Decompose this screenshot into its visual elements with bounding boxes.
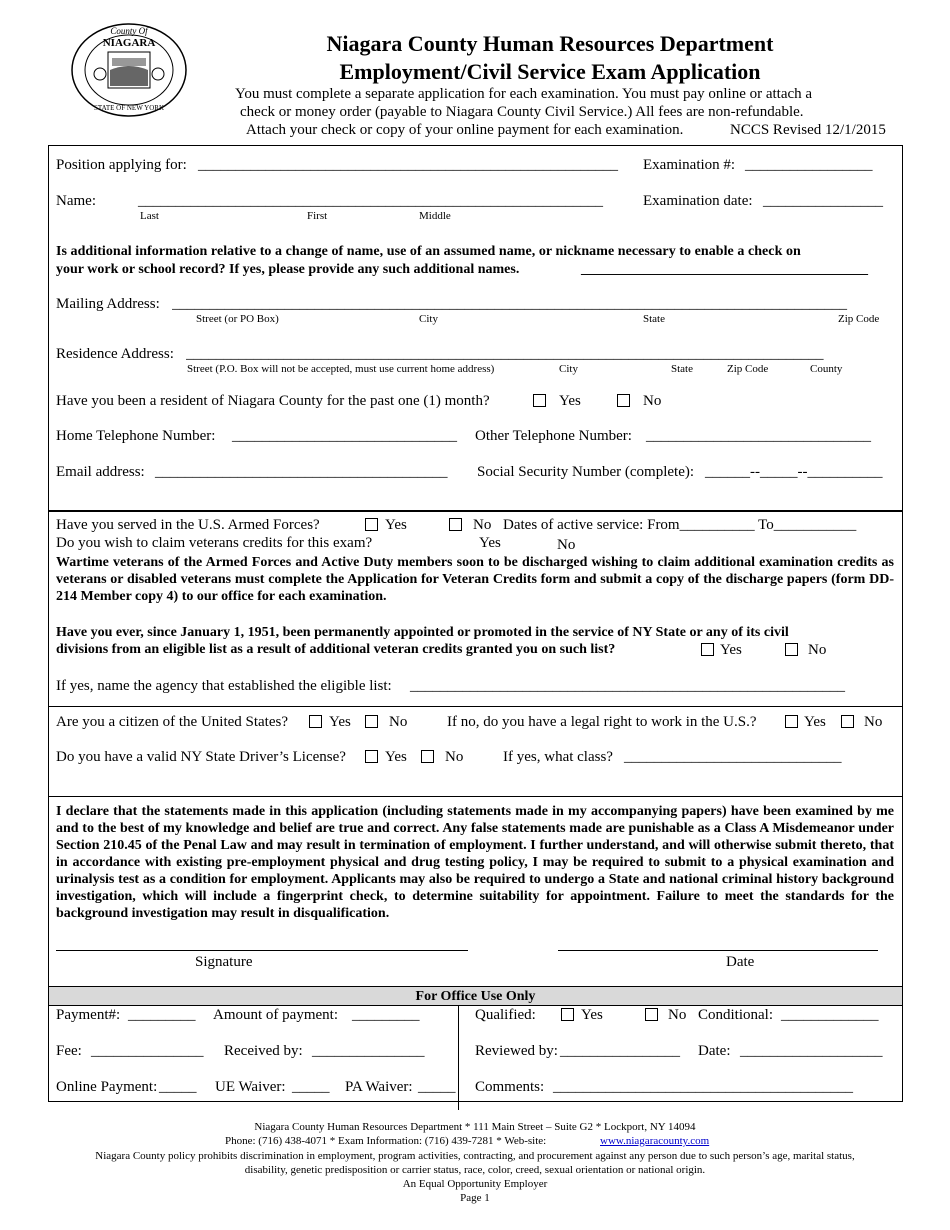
license-no-label: No [445,749,464,765]
name-sublabel-last: Last [140,210,159,222]
conditional-label: Conditional: [698,1007,773,1023]
position-label: Position applying for: [56,157,187,173]
citizen-no-label: No [389,714,408,730]
pa-waiver-label: PA Waiver: [345,1079,413,1095]
date-signed-line[interactable] [558,950,878,951]
other-phone-input[interactable]: ______________________________ [646,428,871,444]
ue-waiver-input[interactable]: _____ [292,1079,330,1095]
reviewed-by-label: Reviewed by: [475,1043,558,1059]
appointed-yes-checkbox[interactable] [701,643,714,656]
exam-date-input[interactable]: ________________ [763,193,883,209]
citizen-yes-checkbox[interactable] [309,715,322,728]
instructions-line-3: Attach your check or copy of your online payment for each examination. [246,122,684,138]
resident-yes-checkbox[interactable] [533,394,546,407]
footer-policy-line-2: disability, genetic predisposition or carrier status, race, color, creed, sexual orientation or national origin. [244,1164,706,1176]
mailing-address-label: Mailing Address: [56,296,160,312]
name-input[interactable]: ______________________________________________________________ [138,193,603,209]
legal-right-question: If no, do you have a legal right to work in the U.S.? [447,714,757,730]
additional-names-question-2: your work or school record? If yes, please provide any such additional names. [56,262,520,277]
pa-waiver-input[interactable]: _____ [418,1079,456,1095]
resident-question: Have you been a resident of Niagara County for the past one (1) month? [56,393,490,409]
resident-yes-label: Yes [559,393,581,409]
legal-right-no-label: No [864,714,883,730]
svg-text:STATE OF NEW YORK: STATE OF NEW YORK [93,104,165,112]
office-date-input[interactable]: ___________________ [740,1043,883,1059]
fee-label: Fee: [56,1043,82,1059]
residence-address-input[interactable]: _____________________________________________________________________________________ [186,346,824,362]
office-column-divider [458,1005,459,1110]
appointed-question-2: divisions from an eligible list as a result of additional veteran credits granted you on such list? [56,642,616,657]
svg-text:NIAGARA: NIAGARA [102,37,156,49]
footer-policy-line-1: Niagara County policy prohibits discrimination in employment, program activities, contracting, and procurement against any person due to such person’s age, marital status, [95,1150,855,1162]
home-phone-label: Home Telephone Number: [56,428,216,444]
revision-note: NCCS Revised 12/1/2015 [730,122,886,138]
citizen-yes-label: Yes [329,714,351,730]
citizen-no-checkbox[interactable] [365,715,378,728]
office-date-label: Date: [698,1043,731,1059]
form-title-application: Employment/Civil Service Exam Application [339,59,761,84]
form-frame [48,145,903,1102]
payment-number-label: Payment#: [56,1007,121,1023]
exam-date-label: Examination date: [643,193,753,209]
resident-no-checkbox[interactable] [617,394,630,407]
armed-forces-no-checkbox[interactable] [449,518,462,531]
online-payment-input[interactable]: _____ [159,1079,197,1095]
veteran-credits-yes-label[interactable]: Yes [479,535,501,551]
fee-input[interactable]: _______________ [91,1043,204,1059]
license-yes-checkbox[interactable] [365,750,378,763]
resident-no-label: No [643,393,662,409]
section-divider [48,796,903,797]
name-label: Name: [56,193,96,209]
appointed-yes-label: Yes [720,642,742,658]
mailing-sublabel-zip: Zip Code [838,313,880,325]
online-payment-label: Online Payment: [56,1079,158,1095]
additional-names-question-1: Is additional information relative to a change of name, use of an assumed name, or nickname necessary to enable a check on [56,244,801,259]
appointed-question-1: Have you ever, since January 1, 1951, been permanently appointed or promoted in the service of NY State or any of its civil [56,625,789,640]
ssn-label: Social Security Number (complete): [477,464,695,480]
mailing-sublabel-city: City [419,313,438,325]
declaration-paragraph: I declare that the statements made in this application (including statements made in my accompanying papers) have been examined by me and to the best of my knowledge and belief are true and correct. Any false statements made are punishable as a Class A Misdemeanor under Section 210.45 of the Penal Law and may result in termination of employment. I further understand, and will otherwise submit thereto, that in accordance with existing pre-employment physical and drug testing policy, I may be required to submit to a physical examination and urinalysis test as a condition for employment. Applicants may also be required to undergo a State and national criminal history background investigation, which will include a fingerprint check, to determine suitability for appointment. Failure to meet the standards for the background investigation may result in disqualification. [56,804,894,921]
form-title-department: Niagara County Human Resources Department [326,31,774,56]
legal-right-yes-label: Yes [804,714,826,730]
legal-right-yes-checkbox[interactable] [785,715,798,728]
footer-eoe: An Equal Opportunity Employer [402,1178,548,1190]
residence-sublabel-state: State [671,363,693,375]
footer-phone: Phone: (716) 438-4071 * Exam Information: (716) 439-7281 * Web-site: [225,1135,547,1147]
county-seal [70,22,188,118]
footer-address: Niagara County Human Resources Department * 111 Main Street – Suite G2 * Lockport, NY 14094 [254,1121,696,1133]
section-divider [48,706,903,707]
reviewed-by-input[interactable]: ________________ [560,1043,680,1059]
appointed-no-checkbox[interactable] [785,643,798,656]
mailing-address-input[interactable]: __________________________________________________________________________________________ [172,296,847,312]
footer-website-link[interactable]: www.niagaracounty.com [600,1135,710,1147]
comments-label: Comments: [475,1079,545,1095]
other-phone-label: Other Telephone Number: [475,428,632,444]
ssn-input[interactable]: ______--_____--__________ [705,464,883,480]
armed-forces-yes-label: Yes [385,517,407,533]
date-signed-label: Date [726,954,755,970]
armed-forces-yes-checkbox[interactable] [365,518,378,531]
ue-waiver-label: UE Waiver: [215,1079,286,1095]
license-class-input[interactable]: _____________________________ [624,749,842,765]
payment-amount-label: Amount of payment: [213,1007,338,1023]
active-service-dates-input[interactable]: Dates of active service: From__________ To___________ [503,517,857,533]
section-divider [48,510,903,512]
instructions-line-1: You must complete a separate application for each examination. You must pay online or attach a [235,86,813,102]
qualified-no-label: No [668,1007,687,1023]
page-number: Page 1 [460,1192,490,1204]
exam-number-input[interactable]: _________________ [745,157,873,173]
veteran-credits-question: Do you wish to claim veterans credits for this exam? [56,535,373,551]
legal-right-no-checkbox[interactable] [841,715,854,728]
received-by-label: Received by: [224,1043,303,1059]
residence-sublabel-city: City [559,363,578,375]
home-phone-input[interactable]: ______________________________ [232,428,457,444]
mailing-sublabel-street: Street (or PO Box) [196,313,279,325]
armed-forces-no-label: No [473,517,492,533]
received-by-input[interactable]: _______________ [312,1043,425,1059]
svg-text:County Of: County Of [110,26,148,36]
residence-sublabel-county: County [810,363,843,375]
veteran-credits-no-label[interactable]: No [557,537,576,553]
mailing-sublabel-state: State [643,313,665,325]
exam-number-label: Examination #: [643,157,736,173]
license-yes-label: Yes [385,749,407,765]
qualified-label: Qualified: [475,1007,536,1023]
residence-address-label: Residence Address: [56,346,174,362]
instructions-line-2: check or money order (payable to Niagara County Civil Service.) All fees are non-refundable. [240,104,804,120]
email-input[interactable]: _______________________________________ [155,464,448,480]
name-sublabel-middle: Middle [419,210,451,222]
qualified-yes-label: Yes [581,1007,603,1023]
signature-line[interactable] [56,950,468,951]
license-no-checkbox[interactable] [421,750,434,763]
wartime-veterans-paragraph: Wartime veterans of the Armed Forces and Active Duty members soon to be discharged wishing to claim additional examination credits as veterans or disabled veterans must complete the Application for Veteran Credits form and submit a copy of the discharge papers (form DD-214 Member copy 4) to our office for each examination. [56,555,894,604]
conditional-input[interactable]: _____________ [781,1007,879,1023]
payment-amount-input[interactable]: _________ [352,1007,420,1023]
agency-input[interactable]: __________________________________________________________ [410,678,845,694]
residence-sublabel-street: Street (P.O. Box will not be accepted, must use current home address) [187,363,495,375]
name-sublabel-first: First [307,210,328,222]
position-input[interactable]: ________________________________________________________ [198,157,618,173]
qualified-yes-checkbox[interactable] [561,1008,574,1021]
payment-number-input[interactable]: _________ [128,1007,196,1023]
license-question: Do you have a valid NY State Driver’s License? [56,749,346,765]
appointed-no-label: No [808,642,827,658]
qualified-no-checkbox[interactable] [645,1008,658,1021]
email-label: Email address: [56,464,145,480]
agency-label: If yes, name the agency that established the eligible list: [56,678,392,694]
license-class-label: If yes, what class? [503,749,613,765]
signature-label: Signature [195,954,253,970]
comments-input[interactable]: ________________________________________ [553,1079,853,1095]
armed-forces-question: Have you served in the U.S. Armed Forces? [56,517,320,533]
residence-sublabel-zip: Zip Code [727,363,769,375]
additional-names-input[interactable]: _________________________________________ [581,262,868,277]
office-use-header: For Office Use Only [415,989,536,1004]
citizen-question: Are you a citizen of the United States? [56,714,289,730]
